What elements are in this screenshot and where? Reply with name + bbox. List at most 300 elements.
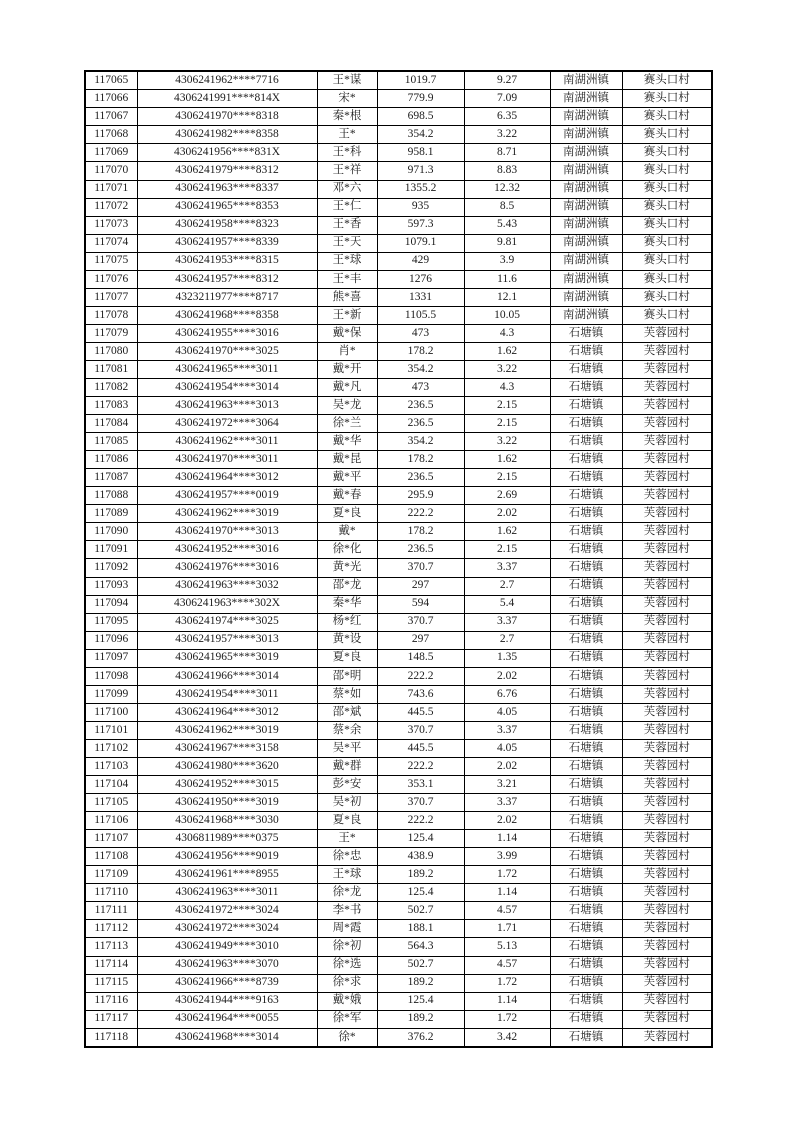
cell-town: 石塘镇 [550,703,622,721]
cell-id_number: 4306241962****7716 [137,71,317,90]
cell-village: 芙蓉园村 [622,685,712,703]
cell-area: 3.42 [464,1028,550,1047]
cell-village: 赛头口村 [622,71,712,90]
cell-name: 王*球 [317,252,377,270]
cell-amount: 597.3 [377,216,464,234]
cell-village: 芙蓉园村 [622,884,712,902]
cell-id_number: 4306241970****3025 [137,342,317,360]
cell-serial: 117110 [85,884,137,902]
cell-village: 芙蓉园村 [622,758,712,776]
cell-area: 2.02 [464,812,550,830]
cell-serial: 117097 [85,649,137,667]
cell-name: 王*科 [317,144,377,162]
cell-name: 王*仁 [317,198,377,216]
cell-id_number: 4306241976****3016 [137,559,317,577]
cell-id_number: 4306241955****3016 [137,324,317,342]
cell-serial: 117072 [85,198,137,216]
cell-amount: 429 [377,252,464,270]
cell-id_number: 4306241950****3019 [137,794,317,812]
cell-town: 石塘镇 [550,739,622,757]
table-row [85,162,712,180]
cell-area: 3.22 [464,433,550,451]
cell-amount: 222.2 [377,812,464,830]
cell-id_number: 4306241982****8358 [137,126,317,144]
cell-serial: 117116 [85,992,137,1010]
table-row [85,144,712,162]
cell-serial: 117082 [85,379,137,397]
table-row [85,1028,712,1047]
cell-area: 1.72 [464,974,550,992]
cell-id_number: 4306241954****3014 [137,379,317,397]
cell-name: 戴*娥 [317,992,377,1010]
table-row [85,433,712,451]
cell-serial: 117115 [85,974,137,992]
cell-id_number: 4306241953****8315 [137,252,317,270]
cell-village: 芙蓉园村 [622,739,712,757]
cell-town: 南湖洲镇 [550,216,622,234]
cell-town: 石塘镇 [550,523,622,541]
cell-area: 3.22 [464,360,550,378]
cell-village: 芙蓉园村 [622,667,712,685]
cell-id_number: 4306241963****3032 [137,577,317,595]
cell-name: 戴*群 [317,758,377,776]
cell-village: 芙蓉园村 [622,397,712,415]
cell-id_number: 4306241956****9019 [137,848,317,866]
cell-area: 4.3 [464,379,550,397]
cell-name: 徐*忠 [317,848,377,866]
cell-amount: 297 [377,631,464,649]
cell-id_number: 4306241964****0055 [137,1010,317,1028]
cell-village: 芙蓉园村 [622,613,712,631]
cell-id_number: 4306241949****3010 [137,938,317,956]
cell-town: 石塘镇 [550,776,622,794]
cell-name: 夏*良 [317,812,377,830]
cell-amount: 376.2 [377,1028,464,1047]
cell-village: 芙蓉园村 [622,469,712,487]
cell-id_number: 4306241964****3012 [137,469,317,487]
cell-id_number: 4306241970****3011 [137,451,317,469]
cell-town: 石塘镇 [550,685,622,703]
cell-amount: 148.5 [377,649,464,667]
cell-amount: 189.2 [377,974,464,992]
cell-name: 徐*化 [317,541,377,559]
table-row [85,920,712,938]
cell-area: 6.76 [464,685,550,703]
cell-amount: 473 [377,324,464,342]
cell-area: 4.57 [464,902,550,920]
cell-town: 石塘镇 [550,559,622,577]
cell-amount: 236.5 [377,469,464,487]
cell-serial: 117106 [85,812,137,830]
cell-town: 石塘镇 [550,631,622,649]
cell-area: 1.14 [464,992,550,1010]
cell-amount: 125.4 [377,992,464,1010]
table-row [85,559,712,577]
table-row [85,1010,712,1028]
cell-id_number: 4306241964****3012 [137,703,317,721]
cell-village: 赛头口村 [622,288,712,306]
cell-town: 石塘镇 [550,667,622,685]
cell-name: 王*球 [317,866,377,884]
cell-town: 石塘镇 [550,415,622,433]
cell-name: 戴*昆 [317,451,377,469]
cell-town: 石塘镇 [550,1010,622,1028]
cell-town: 南湖洲镇 [550,126,622,144]
cell-town: 石塘镇 [550,902,622,920]
cell-serial: 117113 [85,938,137,956]
cell-village: 赛头口村 [622,306,712,324]
cell-amount: 125.4 [377,884,464,902]
cell-village: 芙蓉园村 [622,1010,712,1028]
cell-town: 南湖洲镇 [550,252,622,270]
cell-amount: 370.7 [377,794,464,812]
cell-name: 秦*根 [317,108,377,126]
cell-serial: 117087 [85,469,137,487]
cell-id_number: 4306241972****3024 [137,902,317,920]
cell-id_number: 4306241957****0019 [137,487,317,505]
subsidy-roster-table [84,70,713,1048]
cell-area: 2.15 [464,541,550,559]
cell-serial: 117118 [85,1028,137,1047]
cell-village: 芙蓉园村 [622,505,712,523]
table-row [85,505,712,523]
cell-id_number: 4306241979****8312 [137,162,317,180]
cell-serial: 117105 [85,794,137,812]
cell-area: 9.81 [464,234,550,252]
cell-name: 王*祥 [317,162,377,180]
cell-town: 石塘镇 [550,379,622,397]
cell-village: 芙蓉园村 [622,559,712,577]
cell-amount: 222.2 [377,505,464,523]
cell-amount: 1276 [377,270,464,288]
cell-village: 芙蓉园村 [622,721,712,739]
cell-village: 赛头口村 [622,198,712,216]
table-row [85,758,712,776]
table-row [85,216,712,234]
cell-village: 芙蓉园村 [622,379,712,397]
cell-id_number: 4306241963****3070 [137,956,317,974]
cell-town: 石塘镇 [550,992,622,1010]
cell-village: 芙蓉园村 [622,1028,712,1047]
cell-town: 石塘镇 [550,433,622,451]
cell-town: 南湖洲镇 [550,162,622,180]
cell-amount: 295.9 [377,487,464,505]
cell-amount: 188.1 [377,920,464,938]
cell-serial: 117093 [85,577,137,595]
cell-amount: 178.2 [377,342,464,360]
cell-amount: 222.2 [377,667,464,685]
cell-town: 南湖洲镇 [550,90,622,108]
cell-id_number: 4306241974****3025 [137,613,317,631]
cell-town: 南湖洲镇 [550,288,622,306]
table-row [85,992,712,1010]
cell-id_number: 4306241965****8353 [137,198,317,216]
cell-area: 8.5 [464,198,550,216]
cell-village: 芙蓉园村 [622,794,712,812]
cell-town: 石塘镇 [550,974,622,992]
cell-amount: 698.5 [377,108,464,126]
cell-serial: 117069 [85,144,137,162]
cell-area: 1.71 [464,920,550,938]
cell-village: 赛头口村 [622,270,712,288]
table-row [85,866,712,884]
cell-village: 芙蓉园村 [622,812,712,830]
cell-area: 12.32 [464,180,550,198]
cell-name: 徐*求 [317,974,377,992]
cell-village: 芙蓉园村 [622,776,712,794]
cell-amount: 564.3 [377,938,464,956]
cell-serial: 117071 [85,180,137,198]
cell-town: 石塘镇 [550,360,622,378]
cell-serial: 117101 [85,721,137,739]
cell-area: 2.15 [464,415,550,433]
cell-amount: 354.2 [377,433,464,451]
cell-town: 石塘镇 [550,721,622,739]
cell-amount: 779.9 [377,90,464,108]
cell-village: 芙蓉园村 [622,866,712,884]
cell-id_number: 4306241954****3011 [137,685,317,703]
cell-serial: 117102 [85,739,137,757]
cell-village: 芙蓉园村 [622,487,712,505]
cell-village: 赛头口村 [622,144,712,162]
cell-amount: 594 [377,595,464,613]
cell-id_number: 4306241952****3015 [137,776,317,794]
cell-serial: 117068 [85,126,137,144]
cell-name: 杨*红 [317,613,377,631]
cell-amount: 1105.5 [377,306,464,324]
cell-town: 石塘镇 [550,324,622,342]
cell-town: 石塘镇 [550,848,622,866]
cell-area: 2.02 [464,667,550,685]
cell-village: 芙蓉园村 [622,541,712,559]
cell-area: 9.27 [464,71,550,90]
cell-name: 徐*初 [317,938,377,956]
cell-serial: 117089 [85,505,137,523]
cell-serial: 117095 [85,613,137,631]
cell-town: 南湖洲镇 [550,198,622,216]
cell-area: 3.22 [464,126,550,144]
cell-village: 芙蓉园村 [622,974,712,992]
cell-village: 芙蓉园村 [622,938,712,956]
cell-area: 3.21 [464,776,550,794]
cell-area: 3.9 [464,252,550,270]
table-row [85,71,712,90]
cell-serial: 117075 [85,252,137,270]
cell-name: 王*丰 [317,270,377,288]
cell-name: 熊*喜 [317,288,377,306]
cell-serial: 117091 [85,541,137,559]
cell-area: 2.02 [464,758,550,776]
table-row [85,685,712,703]
cell-amount: 743.6 [377,685,464,703]
cell-amount: 370.7 [377,721,464,739]
cell-id_number: 4306241972****3024 [137,920,317,938]
cell-serial: 117070 [85,162,137,180]
cell-id_number: 4306241966****8739 [137,974,317,992]
cell-town: 石塘镇 [550,595,622,613]
table-row [85,415,712,433]
cell-village: 芙蓉园村 [622,902,712,920]
cell-amount: 1331 [377,288,464,306]
cell-area: 4.3 [464,324,550,342]
cell-id_number: 4306241957****3013 [137,631,317,649]
cell-amount: 438.9 [377,848,464,866]
cell-serial: 117094 [85,595,137,613]
cell-id_number: 4306241972****3064 [137,415,317,433]
cell-amount: 354.2 [377,126,464,144]
cell-serial: 117074 [85,234,137,252]
cell-village: 芙蓉园村 [622,415,712,433]
cell-serial: 117114 [85,956,137,974]
cell-amount: 222.2 [377,758,464,776]
cell-serial: 117117 [85,1010,137,1028]
cell-name: 邵*龙 [317,577,377,595]
cell-town: 石塘镇 [550,649,622,667]
table-row [85,595,712,613]
table-row [85,541,712,559]
cell-name: 戴*华 [317,433,377,451]
cell-name: 王*新 [317,306,377,324]
cell-area: 1.62 [464,342,550,360]
cell-area: 3.37 [464,559,550,577]
cell-town: 石塘镇 [550,866,622,884]
cell-serial: 117112 [85,920,137,938]
cell-area: 1.14 [464,830,550,848]
cell-village: 芙蓉园村 [622,577,712,595]
cell-area: 8.71 [464,144,550,162]
cell-name: 黄*设 [317,631,377,649]
cell-amount: 1019.7 [377,71,464,90]
cell-id_number: 4306241963****8337 [137,180,317,198]
cell-amount: 236.5 [377,415,464,433]
cell-amount: 354.2 [377,360,464,378]
cell-town: 石塘镇 [550,342,622,360]
cell-name: 戴*开 [317,360,377,378]
cell-amount: 445.5 [377,703,464,721]
cell-name: 邵*斌 [317,703,377,721]
cell-id_number: 4306241952****3016 [137,541,317,559]
cell-serial: 117067 [85,108,137,126]
cell-town: 石塘镇 [550,938,622,956]
table-row [85,252,712,270]
cell-id_number: 4306241991****814X [137,90,317,108]
cell-amount: 1079.1 [377,234,464,252]
table-row [85,631,712,649]
table-row [85,288,712,306]
cell-area: 6.35 [464,108,550,126]
cell-amount: 445.5 [377,739,464,757]
cell-id_number: 4306241956****831X [137,144,317,162]
cell-amount: 370.7 [377,559,464,577]
cell-id_number: 4306241965****3019 [137,649,317,667]
cell-village: 赛头口村 [622,216,712,234]
cell-name: 王* [317,830,377,848]
cell-village: 芙蓉园村 [622,631,712,649]
cell-area: 10.05 [464,306,550,324]
cell-town: 南湖洲镇 [550,108,622,126]
cell-amount: 178.2 [377,523,464,541]
cell-serial: 117077 [85,288,137,306]
cell-name: 吴*平 [317,739,377,757]
cell-amount: 236.5 [377,541,464,559]
cell-village: 芙蓉园村 [622,920,712,938]
cell-name: 徐*龙 [317,884,377,902]
cell-serial: 117108 [85,848,137,866]
table-row [85,451,712,469]
cell-id_number: 4306241962****3019 [137,505,317,523]
cell-name: 戴*平 [317,469,377,487]
cell-area: 4.57 [464,956,550,974]
cell-name: 秦*华 [317,595,377,613]
cell-id_number: 4306241968****3014 [137,1028,317,1047]
cell-village: 芙蓉园村 [622,649,712,667]
table-row [85,776,712,794]
cell-town: 石塘镇 [550,1028,622,1047]
cell-town: 南湖洲镇 [550,306,622,324]
cell-name: 王*天 [317,234,377,252]
cell-id_number: 4306241965****3011 [137,360,317,378]
cell-town: 南湖洲镇 [550,144,622,162]
cell-serial: 117081 [85,360,137,378]
cell-village: 芙蓉园村 [622,523,712,541]
cell-serial: 117107 [85,830,137,848]
cell-village: 芙蓉园村 [622,595,712,613]
cell-village: 赛头口村 [622,90,712,108]
table-row [85,397,712,415]
cell-area: 1.72 [464,1010,550,1028]
cell-name: 王* [317,126,377,144]
table-row [85,794,712,812]
table-row [85,703,712,721]
cell-amount: 971.3 [377,162,464,180]
cell-id_number: 4306241944****9163 [137,992,317,1010]
cell-area: 5.4 [464,595,550,613]
cell-id_number: 4306241970****8318 [137,108,317,126]
cell-amount: 178.2 [377,451,464,469]
cell-town: 石塘镇 [550,830,622,848]
cell-name: 徐*兰 [317,415,377,433]
cell-area: 2.69 [464,487,550,505]
cell-town: 石塘镇 [550,884,622,902]
cell-name: 肖* [317,342,377,360]
cell-area: 2.15 [464,397,550,415]
table-row [85,180,712,198]
cell-serial: 117080 [85,342,137,360]
cell-town: 南湖洲镇 [550,180,622,198]
table-row [85,270,712,288]
cell-town: 石塘镇 [550,541,622,559]
cell-town: 南湖洲镇 [550,270,622,288]
cell-name: 李*书 [317,902,377,920]
cell-id_number: 4306241980****3620 [137,758,317,776]
cell-area: 11.6 [464,270,550,288]
subsidy-roster-table-body [85,71,712,1047]
cell-amount: 370.7 [377,613,464,631]
cell-amount: 958.1 [377,144,464,162]
cell-area: 3.37 [464,613,550,631]
cell-village: 芙蓉园村 [622,992,712,1010]
cell-area: 5.43 [464,216,550,234]
cell-village: 芙蓉园村 [622,703,712,721]
cell-amount: 297 [377,577,464,595]
table-row [85,956,712,974]
cell-id_number: 4306241962****3019 [137,721,317,739]
cell-name: 徐* [317,1028,377,1047]
cell-id_number: 4306241961****8955 [137,866,317,884]
table-row [85,667,712,685]
cell-area: 2.02 [464,505,550,523]
cell-id_number: 4306241966****3014 [137,667,317,685]
